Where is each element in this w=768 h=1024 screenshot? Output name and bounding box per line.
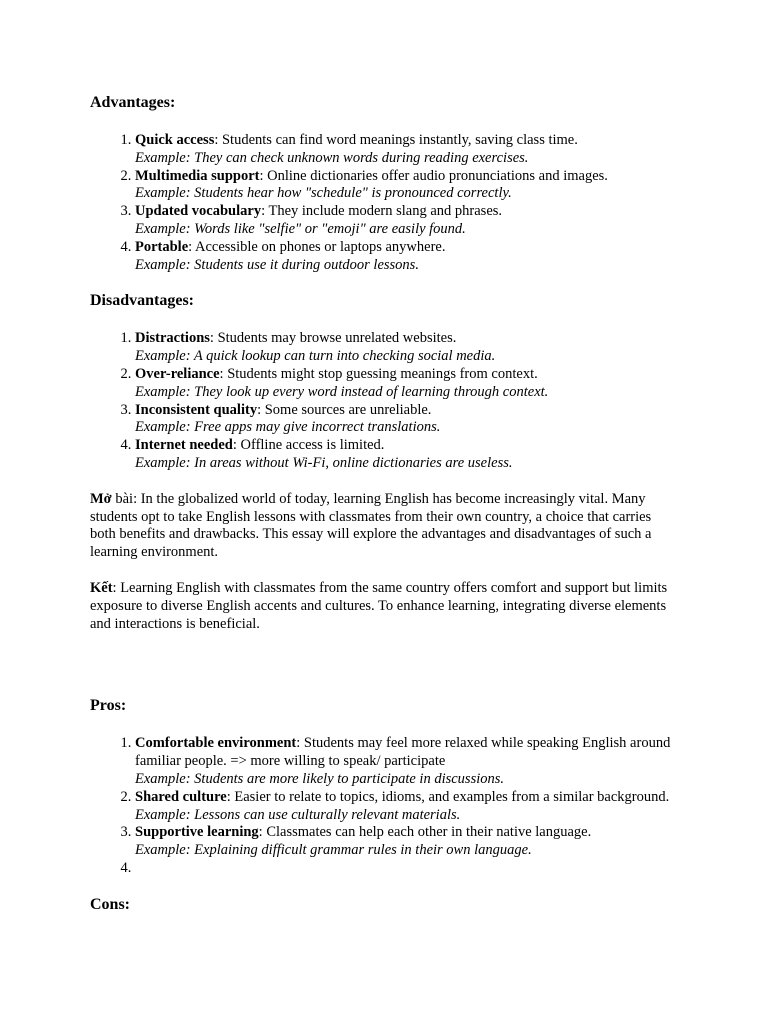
list-item — [135, 824, 678, 860]
intro-text: : In the globalized world of today, learning English has become increasingly vital. Many students opt to take English lessons with classmates from their own country, a choice that carries both benefits and drawbacks. This essay will explore the advantages and disadvantages of such a learning environment. — [90, 490, 652, 561]
disadvantages-heading: Disadvantages: — [90, 292, 195, 310]
item-desc: : Accessible on phones or laptops anywhere. — [188, 238, 446, 255]
list-item — [135, 735, 678, 788]
item-example: Example: Students hear how "schedule" is pronounced correctly. — [135, 185, 512, 202]
list-item-empty — [135, 860, 678, 878]
item-example: Example: They can check unknown words during reading exercises. — [135, 149, 529, 166]
blank-space — [90, 651, 678, 697]
item-term: Inconsistent quality — [135, 401, 258, 418]
item-example: Example: They look up every word instead of learning through context. — [135, 383, 549, 400]
list-item — [135, 168, 678, 204]
item-example: Example: Explaining difficult grammar rules in their own language. — [135, 842, 532, 859]
pros-heading: Pros: — [90, 697, 127, 715]
item-desc: : Online dictionaries offer audio pronunciations and images. — [259, 167, 608, 184]
list-item — [135, 366, 678, 402]
item-desc: : Classmates can help each other in their native language. — [258, 824, 592, 841]
item-term: Supportive learning — [135, 824, 259, 841]
item-desc: : Students might stop guessing meanings from context. — [219, 365, 538, 382]
item-example: Example: Students are more likely to participate in discussions. — [135, 770, 505, 787]
pros-list — [90, 735, 678, 877]
list-item — [135, 330, 678, 366]
intro-paragraph — [90, 491, 678, 562]
item-term: Quick access — [135, 132, 215, 148]
item-desc: : Students may browse unrelated websites. — [209, 330, 457, 347]
cons-heading: Cons: — [90, 895, 131, 913]
item-example: Example: A quick lookup can turn into checking social media. — [135, 348, 496, 365]
item-desc: : They include modern slang and phrases. — [261, 203, 503, 220]
item-example: Example: Lessons can use culturally relevant materials. — [135, 806, 461, 823]
list-item — [135, 203, 678, 239]
item-term: Over-reliance — [135, 365, 220, 382]
conclusion-paragraph — [90, 580, 678, 633]
item-example: Example: Words like "selfie" or "emoji" are easily found. — [135, 220, 466, 237]
list-item — [135, 437, 678, 473]
item-example: Example: Students use it during outdoor lessons. — [135, 256, 419, 273]
item-term: Distractions — [135, 330, 210, 347]
list-item — [135, 789, 678, 825]
item-example: Example: Free apps may give incorrect translations. — [135, 419, 441, 436]
item-term: Shared culture — [135, 788, 227, 805]
item-desc: : Students can find word meanings instantly, saving class time. — [214, 132, 578, 148]
list-item — [135, 132, 678, 168]
item-desc: : Easier to relate to topics, idioms, and examples from a similar background. — [226, 788, 670, 805]
conclusion-text: : Learning English with classmates from the same country offers comfort and support but limits exposure to diverse English accents and cultures. To enhance learning, integrating diverse elements and interactions is beneficial. — [90, 579, 668, 632]
disadvantages-list — [90, 330, 678, 472]
item-term: Comfortable environment — [135, 735, 297, 752]
item-desc: : Students may feel more relaxed while speaking English around familiar people. => more willing to speak/ participate — [135, 735, 671, 770]
item-example: Example: In areas without Wi-Fi, online dictionaries are useless. — [135, 454, 513, 471]
intro-label-rest: bài — [111, 490, 134, 507]
list-item — [135, 239, 678, 275]
item-desc: : Some sources are unreliable. — [257, 401, 432, 418]
item-term: Portable — [135, 238, 189, 255]
item-desc: : Offline access is limited. — [232, 437, 385, 454]
conclusion-label: Kết — [90, 579, 113, 596]
item-term: Updated vocabulary — [135, 203, 262, 220]
item-term: Internet needed — [135, 437, 233, 454]
list-item — [135, 402, 678, 438]
advantages-list — [90, 132, 678, 274]
advantages-heading: Advantages: — [90, 94, 176, 111]
item-term: Multimedia support — [135, 167, 260, 184]
intro-label: Mở — [90, 490, 112, 507]
